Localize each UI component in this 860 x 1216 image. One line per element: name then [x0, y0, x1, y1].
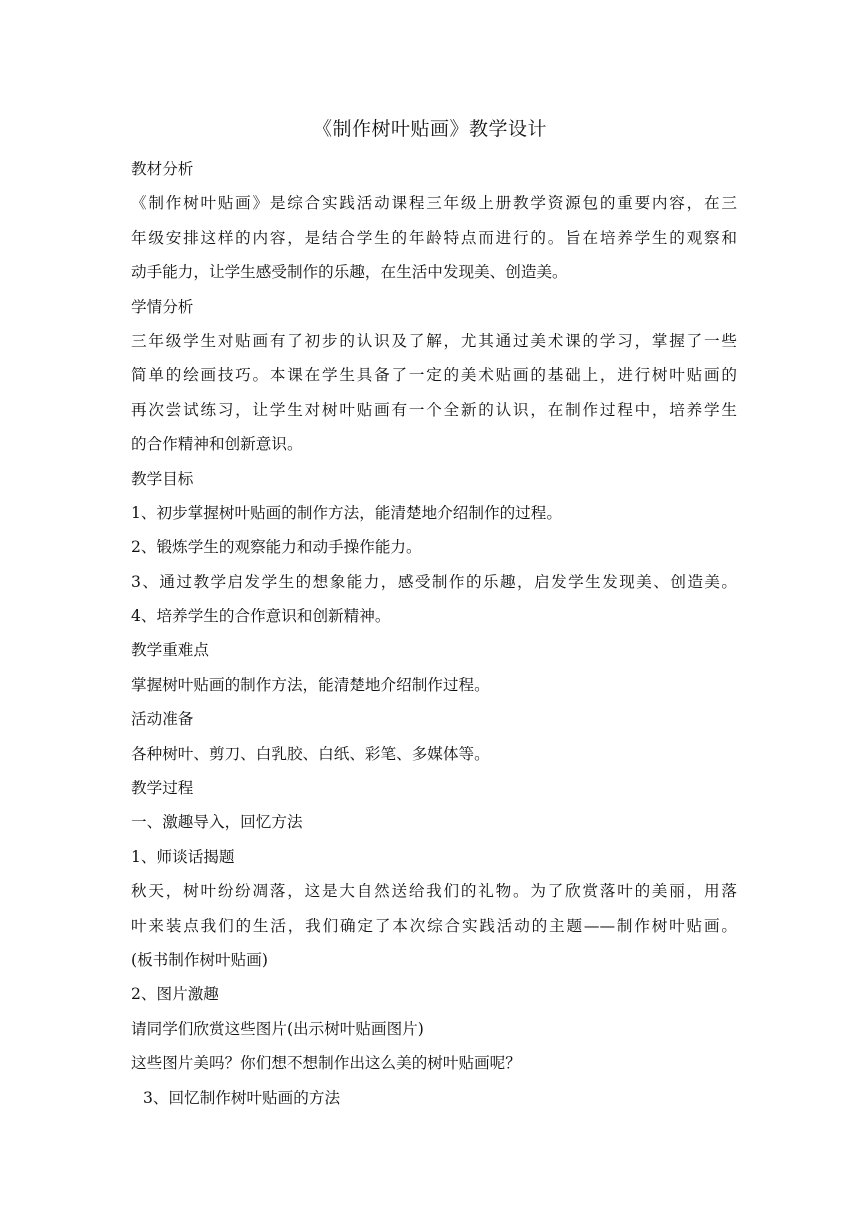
- text-line: 2、锻炼学生的观察能力和动手操作能力。: [131, 538, 422, 557]
- text-line: 请同学们欣赏这些图片(出示树叶贴画图片): [131, 1019, 424, 1038]
- text-line: 活动准备: [131, 710, 194, 729]
- text-line: (板书制作树叶贴画): [131, 950, 268, 969]
- text-line: 年级安排这样的内容，是结合学生的年龄特点而进行的。旨在培养学生的观察和: [131, 228, 737, 247]
- text-line: 教学过程: [131, 779, 194, 798]
- text-line: 三年级学生对贴画有了初步的认识及了解，尤其通过美术课的学习，掌握了一些: [131, 331, 737, 350]
- text-line: 教学重难点: [131, 641, 209, 660]
- document-body: [131, 152, 737, 1115]
- text-line: 再次尝试练习，让学生对树叶贴画有一个全新的认识，在制作过程中，培养学生: [131, 400, 737, 419]
- text-line: 各种树叶、剪刀、白乳胶、白纸、彩笔、多媒体等。: [131, 744, 490, 763]
- text-line: 《制作树叶贴画》是综合实践活动课程三年级上册教学资源包的重要内容，在三: [131, 194, 737, 213]
- text-line: 1、师谈话揭题: [131, 847, 235, 866]
- text-line: 3、回忆制作树叶贴画的方法: [143, 1088, 341, 1107]
- text-line: 学情分析: [131, 297, 194, 316]
- text-line: 简单的绘画技巧。本课在学生具备了一定的美术贴画的基础上，进行树叶贴画的: [131, 366, 737, 385]
- text-line: 这些图片美吗？你们想不想制作出这么美的树叶贴画呢？: [131, 1054, 521, 1073]
- document-title: 《制作树叶贴画》教学设计: [312, 118, 547, 140]
- text-line: 动手能力，让学生感受制作的乐趣，在生活中发现美、创造美。: [131, 263, 568, 282]
- text-line: 教材分析: [131, 160, 194, 178]
- text-line: 教学目标: [131, 469, 194, 488]
- text-line: 3、通过教学启发学生的想象能力，感受制作的乐趣，启发学生发现美、创造美。: [131, 572, 737, 591]
- text-line: 的合作精神和创新意识。: [131, 435, 303, 454]
- text-line: 1、初步掌握树叶贴画的制作方法，能清楚地介绍制作的过程。: [131, 503, 562, 522]
- text-line: 掌握树叶贴画的制作方法，能清楚地介绍制作过程。: [131, 675, 490, 694]
- text-line: 2、图片激趣: [131, 985, 219, 1004]
- text-line: 4、培养学生的合作意识和创新精神。: [131, 607, 391, 626]
- text-line: 秋天，树叶纷纷凋落，这是大自然送给我们的礼物。为了欣赏落叶的美丽，用落: [131, 882, 737, 901]
- text-line: 一、激趣导入，回忆方法: [131, 813, 303, 832]
- text-line: 叶来装点我们的生活，我们确定了本次综合实践活动的主题——制作树叶贴画。: [131, 916, 737, 935]
